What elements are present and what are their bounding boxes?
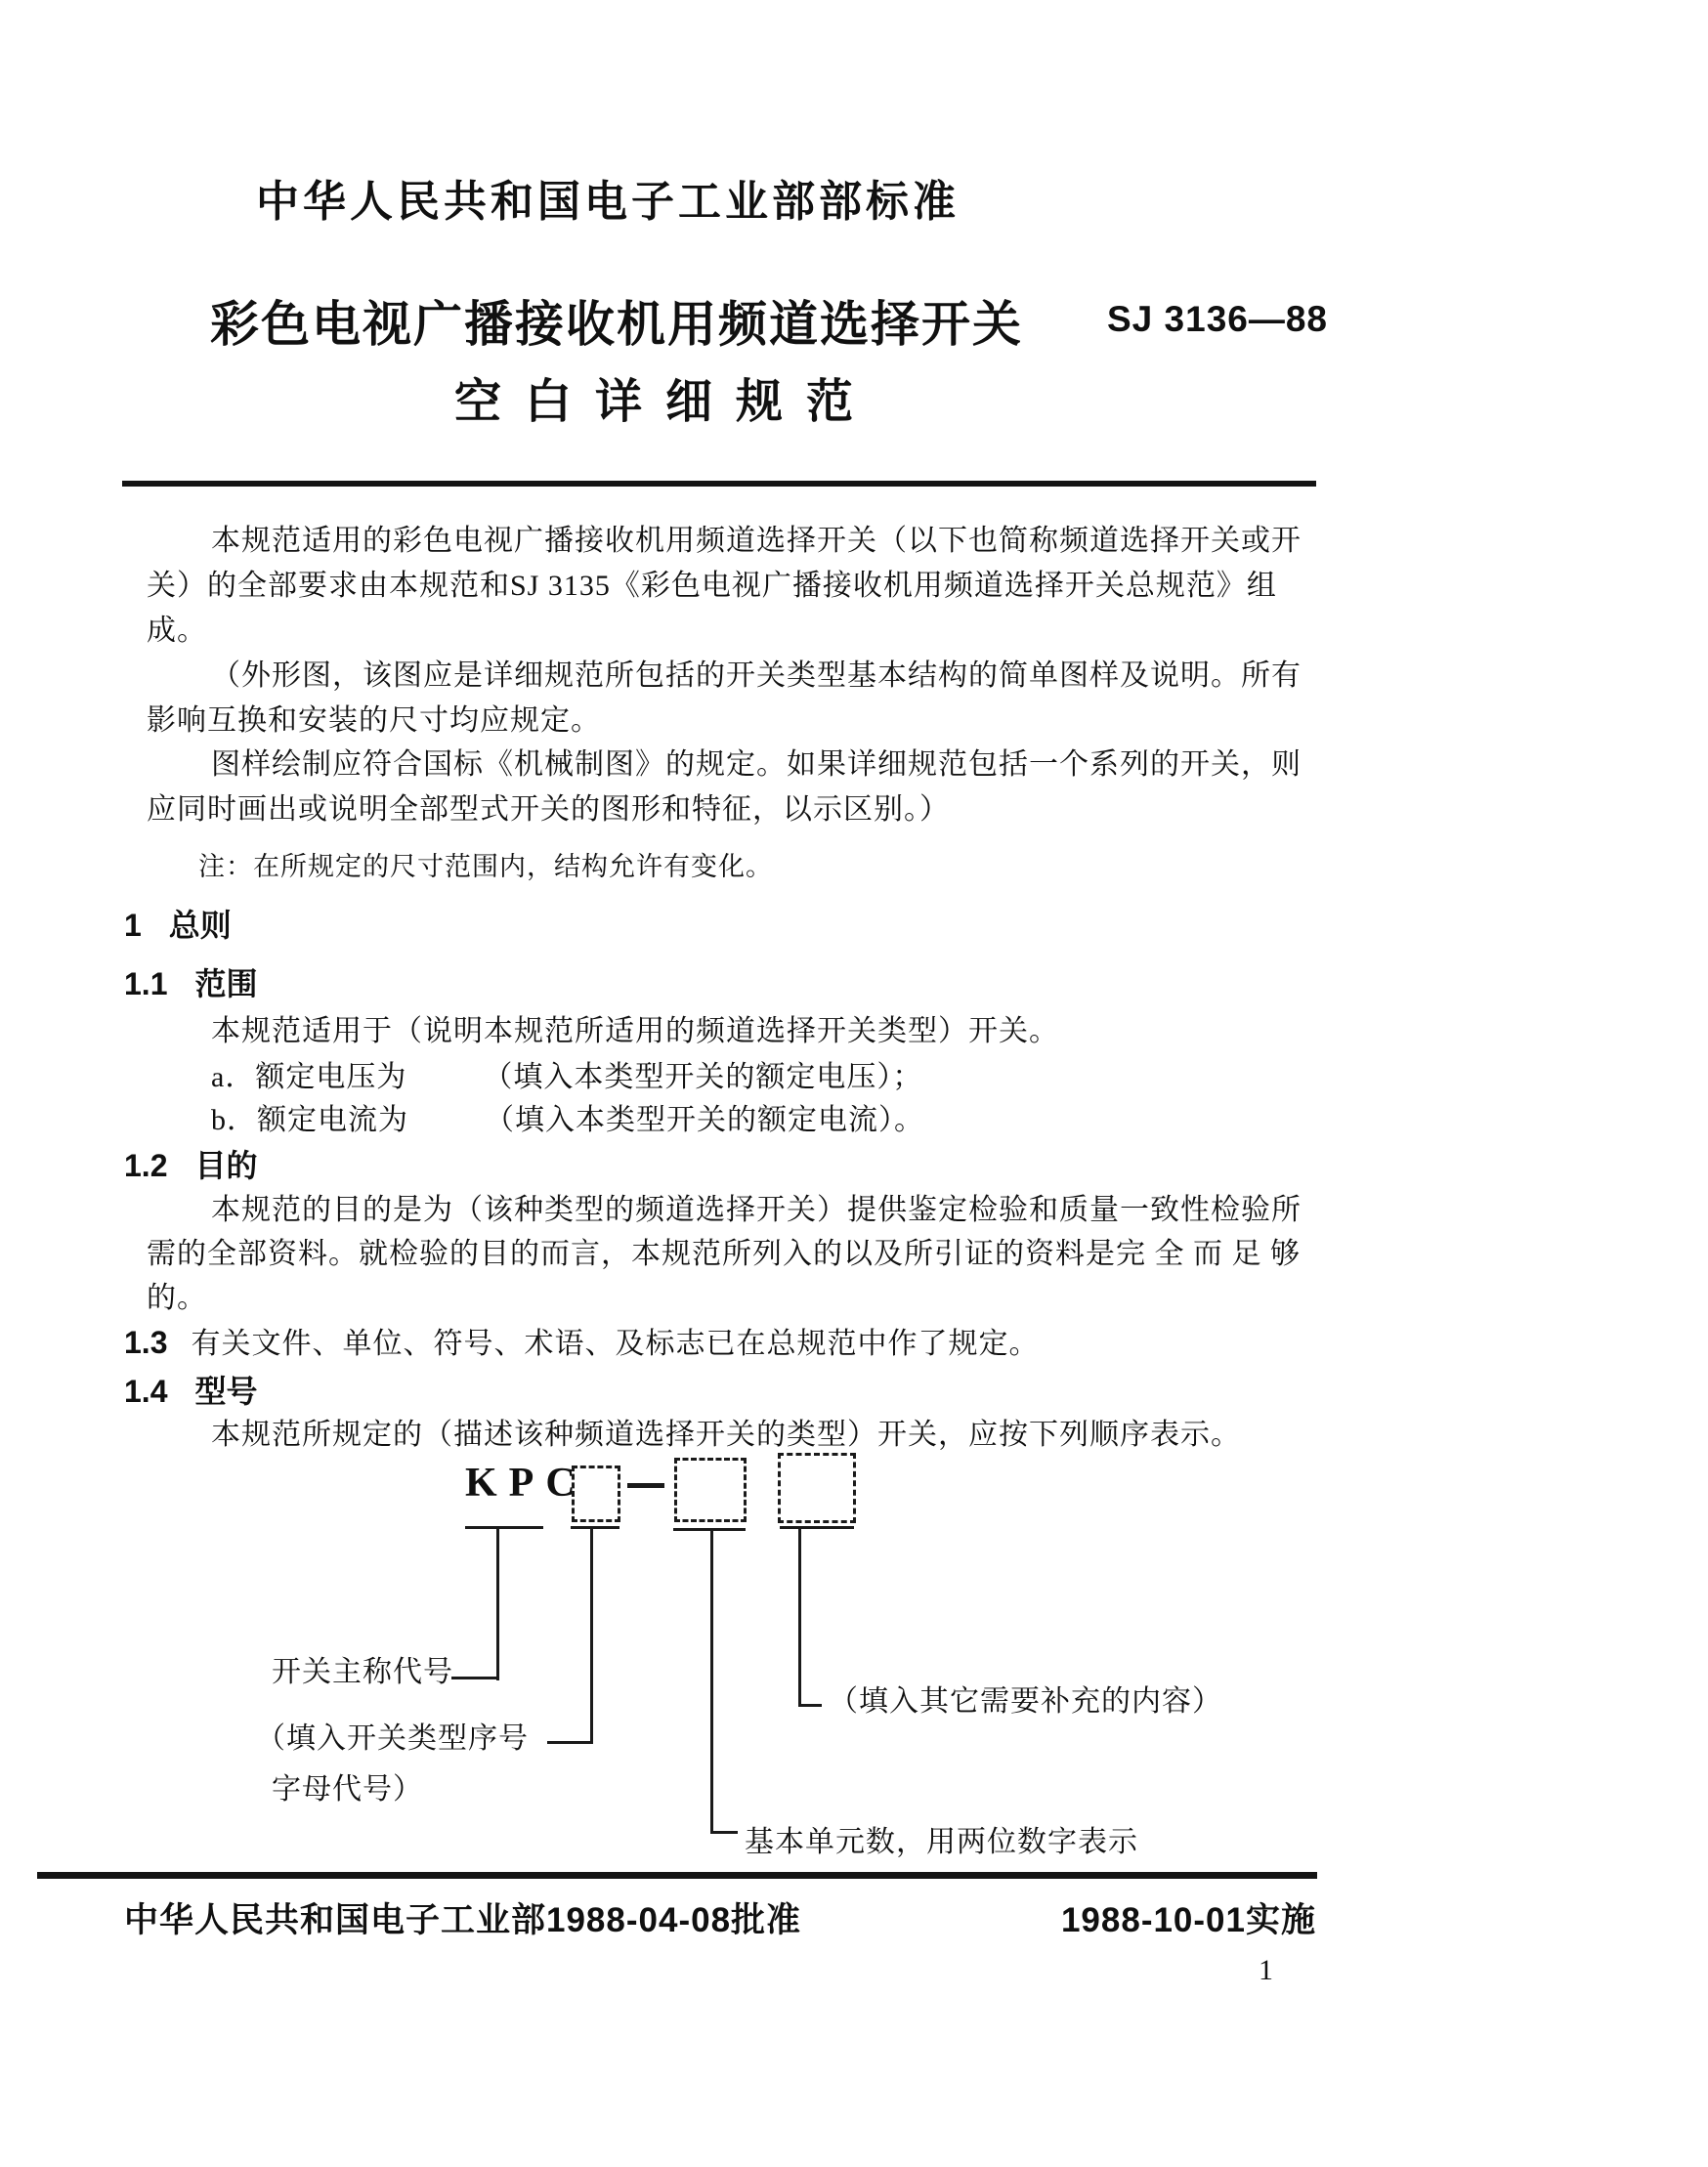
section-heading-1-2 bbox=[124, 1141, 258, 1186]
footer-implementation: 1988-10-01实施 bbox=[1060, 1901, 1316, 1939]
connector-main-code bbox=[451, 1677, 499, 1679]
leader-line-main-code bbox=[496, 1529, 499, 1680]
connector-supplement bbox=[798, 1704, 822, 1707]
top-divider-rule bbox=[122, 481, 1316, 487]
paragraph-line: 需的全部资料。就检验的目的而言，本规范所列入的以及所引证的资料是完 全 而 足 够 bbox=[147, 1238, 1301, 1270]
section-heading-1-4 bbox=[124, 1367, 258, 1412]
section-number: 1 bbox=[124, 908, 142, 943]
leader-line-type-serial bbox=[590, 1529, 593, 1744]
leader-line-supplement bbox=[798, 1529, 801, 1707]
designation-box-type-serial bbox=[572, 1466, 620, 1522]
section-heading-1 bbox=[124, 901, 232, 946]
section-title: 总则 bbox=[168, 908, 232, 943]
document-header: 中华人民共和国电子工业部部标准 bbox=[256, 178, 960, 226]
designation-box-basic-units bbox=[674, 1458, 747, 1522]
diagram-label-basic-units: 基本单元数，用两位数字表示 bbox=[745, 1826, 1138, 1858]
diagram-label-supplement: （填入其它需要补充的内容） bbox=[829, 1685, 1222, 1718]
section-number: 1.3 bbox=[124, 1325, 168, 1360]
footer-approval: 中华人民共和国电子工业部1988-04-08批准 bbox=[124, 1901, 802, 1939]
section-line-1-3 bbox=[124, 1319, 1039, 1362]
diagram-label-main-code: 开关主称代号 bbox=[272, 1656, 453, 1688]
section-title: 型号 bbox=[194, 1374, 258, 1409]
paragraph-line: 本规范所规定的（描述该种频道选择开关的类型）开关，应按下列顺序表示。 bbox=[211, 1419, 1241, 1451]
section-number: 1.1 bbox=[124, 966, 168, 1001]
paragraph-line: 成。 bbox=[147, 615, 207, 647]
document-title: 彩色电视广播接收机用频道选择开关 bbox=[210, 297, 1023, 352]
section-text: 有关文件、单位、符号、术语、及标志已在总规范中作了规定。 bbox=[191, 1328, 1040, 1360]
paragraph-line: 本规范适用的彩色电视广播接收机用频道选择开关（以下也简称频道选择开关或开 bbox=[211, 525, 1302, 557]
section-title: 目的 bbox=[194, 1148, 258, 1183]
designation-box-supplement bbox=[778, 1453, 856, 1523]
underline-box-1 bbox=[571, 1526, 619, 1529]
note-line: 注：在所规定的尺寸范围内，结构允许有变化。 bbox=[198, 852, 773, 881]
connector-basic-units bbox=[710, 1831, 738, 1834]
paragraph-line: 图样绘制应符合国标《机械制图》的规定。如果详细规范包括一个系列的开关，则 bbox=[211, 748, 1302, 781]
section-number: 1.2 bbox=[124, 1148, 168, 1183]
underline-prefix bbox=[465, 1526, 543, 1529]
standard-number: SJ 3136—88 bbox=[1107, 299, 1329, 339]
paragraph-line: 的。 bbox=[147, 1282, 207, 1314]
connector-type-serial bbox=[547, 1741, 593, 1744]
leader-line-basic-units bbox=[710, 1529, 713, 1834]
underline-box-2 bbox=[673, 1528, 746, 1531]
paragraph-line: （外形图，该图应是详细规范所包括的开关类型基本结构的简单图样及说明。所有 bbox=[211, 659, 1302, 692]
page-number: 1 bbox=[1259, 1954, 1273, 1986]
diagram-label-type-serial-line1: （填入开关类型序号 bbox=[256, 1722, 529, 1755]
footer-divider-rule bbox=[37, 1872, 1317, 1879]
paragraph-line: 本规范适用于（说明本规范所适用的频道选择开关类型）开关。 bbox=[211, 1015, 1059, 1047]
paragraph-line: 本规范的目的是为（该种类型的频道选择开关）提供鉴定检验和质量一致性检验所 bbox=[211, 1194, 1302, 1226]
underline-box-3 bbox=[780, 1526, 854, 1529]
document-subtitle: 空白详细规范 bbox=[454, 376, 877, 428]
designation-dash bbox=[627, 1483, 664, 1488]
paragraph-line: 应同时画出或说明全部型式开关的图形和特征，以示区别。） bbox=[147, 793, 950, 826]
paragraph-line: 关）的全部要求由本规范和SJ 3135《彩色电视广播接收机用频道选择开关总规范》组 bbox=[147, 570, 1277, 602]
section-heading-1-1 bbox=[124, 959, 258, 1004]
section-title: 范围 bbox=[194, 966, 258, 1001]
model-prefix-text: KPC bbox=[465, 1461, 587, 1506]
section-number: 1.4 bbox=[124, 1374, 168, 1409]
list-item-a: a．额定电压为 （填入本类型开关的额定电压）； bbox=[211, 1061, 923, 1093]
list-item-b: b．额定电流为 （填入本类型开关的额定电流）。 bbox=[211, 1104, 924, 1136]
paragraph-line: 影响互换和安装的尺寸均应规定。 bbox=[147, 704, 601, 737]
diagram-label-type-serial-line2: 字母代号） bbox=[272, 1773, 423, 1806]
